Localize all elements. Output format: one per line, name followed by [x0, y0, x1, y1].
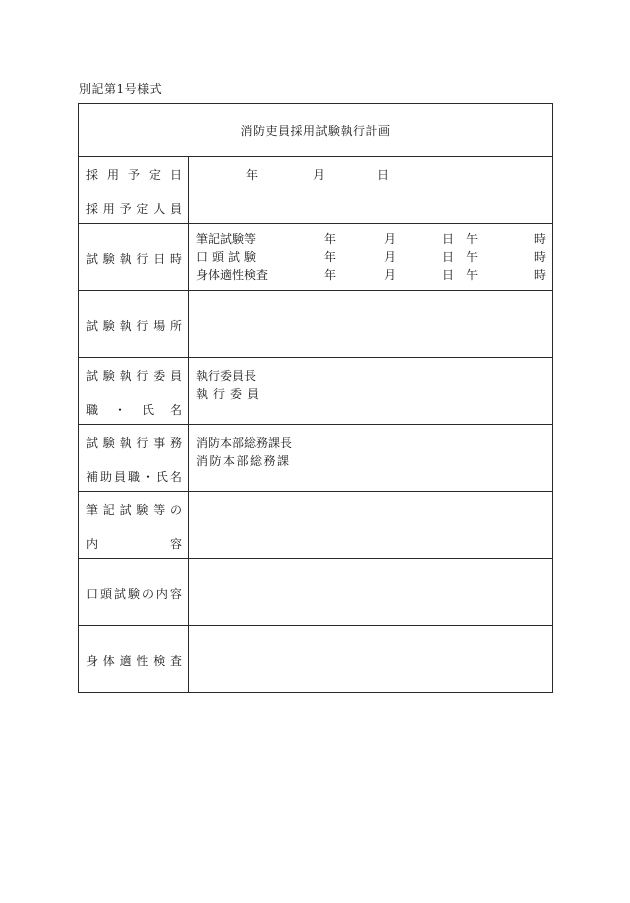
label-committee-cell — [79, 358, 189, 424]
exam-oral-month: 月 — [384, 250, 397, 264]
exam-oral-hour: 時 — [533, 250, 546, 264]
exam-oral-year: 年 — [324, 250, 337, 264]
cell-staff[interactable] — [189, 425, 552, 491]
staff-section: 消防本部総務課 — [196, 454, 291, 468]
cell-oral-contents[interactable] — [189, 559, 552, 625]
row-oral-contents — [79, 559, 552, 626]
exam-physical-ampm: 午 — [466, 268, 479, 282]
exam-oral-name: 口 頭 試 験 — [196, 250, 256, 264]
label-staff-cell — [79, 425, 189, 491]
label-exam-place-cell — [79, 291, 189, 357]
label-committee-1: 試 験 執 行 委 員 — [86, 369, 182, 383]
exam-physical-year: 年 — [324, 268, 337, 282]
hire-day-unit: 日 — [377, 168, 390, 182]
hire-year-unit: 年 — [246, 168, 259, 182]
exam-line-oral — [196, 248, 546, 266]
label-hire-count: 採 用 予 定 人 員 — [86, 202, 182, 216]
label-hire-date: 採 用 予 定 日 — [86, 168, 182, 182]
label-staff-2: 補 助 員 職 ・ 氏 名 — [86, 470, 182, 484]
exam-physical-month: 月 — [384, 268, 397, 282]
form-number-label: 別記第1号様式 — [79, 82, 163, 96]
cell-written-contents[interactable] — [189, 492, 552, 558]
committee-member: 執行委員 — [196, 387, 265, 401]
label-written-1: 筆 記 試 験 等 の — [86, 503, 182, 517]
row-written-contents — [79, 492, 552, 559]
label-written-cell — [79, 492, 189, 558]
cell-physical[interactable] — [189, 626, 552, 692]
row-exam-datetime — [79, 224, 552, 291]
cell-committee[interactable] — [189, 358, 552, 424]
exam-line-written — [196, 230, 546, 248]
exam-physical-name: 身体適性検査 — [196, 268, 269, 282]
exam-oral-day: 日 — [442, 250, 455, 264]
label-physical-cell — [79, 626, 189, 692]
cell-exam-place[interactable] — [189, 291, 552, 357]
label-written-2a: 内 — [86, 537, 99, 551]
label-exam-datetime: 試 験 執 行 日 時 — [86, 252, 182, 266]
cell-exam-datetime[interactable] — [189, 224, 552, 290]
exam-physical-hour: 時 — [533, 268, 546, 282]
label-exam-place: 試 験 執 行 場 所 — [86, 319, 182, 333]
label-committee-2: 職 ・ 氏 名 — [86, 403, 182, 417]
exam-physical-day: 日 — [442, 268, 455, 282]
label-staff-1: 試 験 執 行 事 務 — [86, 436, 182, 450]
committee-chair: 執行委員長 — [196, 369, 257, 383]
cell-hire-values[interactable] — [189, 157, 552, 223]
row-physical — [79, 626, 552, 692]
label-written-2 — [86, 535, 182, 552]
row-hire-plan — [79, 157, 552, 224]
table-title-text: 消防吏員採用試験執行計画 — [240, 123, 391, 138]
label-exam-datetime-cell — [79, 224, 189, 290]
row-exam-place — [79, 291, 552, 358]
row-staff — [79, 425, 552, 492]
exam-line-physical — [196, 266, 546, 284]
label-physical: 身 体 適 性 検 査 — [86, 654, 182, 668]
label-written-2b: 容 — [169, 537, 182, 551]
table-title — [79, 104, 552, 157]
row-committee — [79, 358, 552, 425]
exam-written-ampm: 午 — [466, 232, 479, 246]
exam-written-month: 月 — [384, 232, 397, 246]
label-oral: 口 頭 試 験 の 内 容 — [86, 587, 182, 601]
exam-written-hour: 時 — [533, 232, 546, 246]
exam-written-year: 年 — [324, 232, 337, 246]
hire-month-unit: 月 — [313, 168, 326, 182]
exam-plan-table — [78, 103, 553, 693]
staff-chief: 消防本部総務課長 — [196, 436, 293, 450]
label-oral-cell — [79, 559, 189, 625]
label-hire-plan — [79, 157, 189, 223]
exam-oral-ampm: 午 — [466, 250, 479, 264]
exam-written-name: 筆記試験等 — [196, 232, 257, 246]
exam-written-day: 日 — [442, 232, 455, 246]
